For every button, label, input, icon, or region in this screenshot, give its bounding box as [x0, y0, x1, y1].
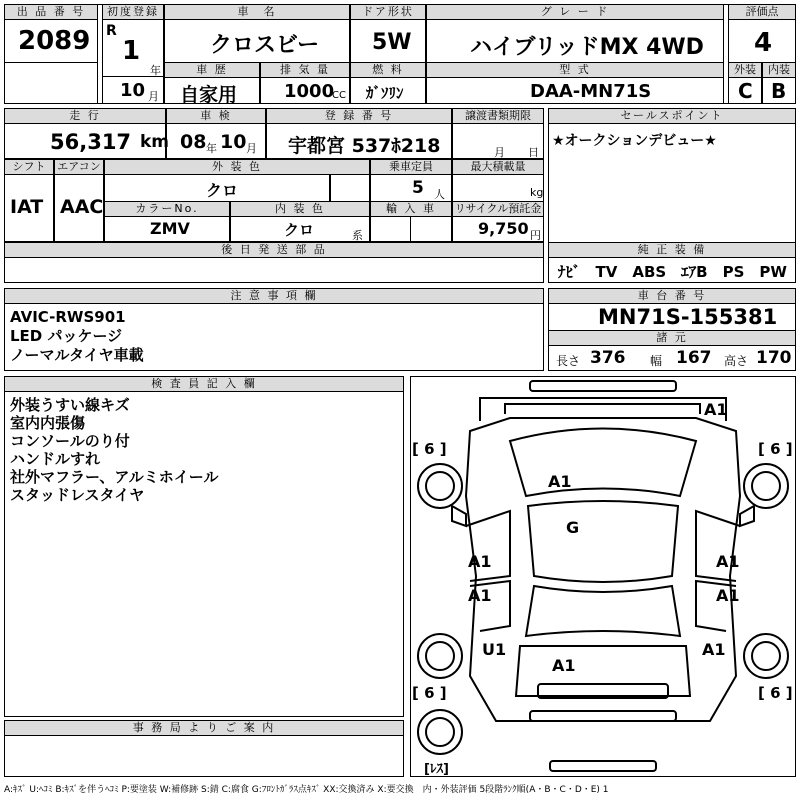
inspection-month-unit: 月: [246, 142, 257, 155]
door-label: ドア形状: [350, 4, 426, 20]
transfer-label: 譲渡書類期限: [452, 108, 544, 124]
grade: ハイブリッドMX 4WD: [470, 35, 704, 60]
reg-year-unit: 年: [150, 64, 161, 77]
tire-rear-right: [744, 634, 788, 678]
reg-year: 1: [122, 36, 141, 66]
tire-rear-left: [418, 634, 462, 678]
inspection-label: 車 検: [166, 108, 266, 124]
import-label: 輸 入 車: [370, 201, 452, 217]
mileage: 56,317: [50, 130, 132, 154]
grade-label: グ レ ー ド: [426, 4, 724, 20]
ext-score: C: [738, 79, 753, 103]
lot-lower-cell: [4, 62, 98, 104]
mark-hood-right: A1: [704, 400, 728, 419]
mark-right-rear-door: A1: [716, 586, 740, 605]
spare-label: [ﾚｽ]: [424, 762, 449, 777]
car-diagram: [410, 376, 796, 777]
lot-number: 2089: [18, 26, 91, 56]
spec-length: 376: [590, 348, 626, 368]
tire-front-left: [418, 464, 462, 508]
displacement-unit: CC: [332, 90, 346, 101]
tire-mark-front-right: [ 6 ]: [758, 440, 793, 458]
inspection-month: 10: [220, 131, 247, 153]
color-label: 外 装 色: [104, 159, 370, 175]
roof: [528, 501, 678, 582]
mark-left-front-door: A1: [468, 552, 492, 571]
bottom-plate: [550, 761, 656, 771]
history-label: 車 歴: [164, 62, 260, 78]
era: R: [106, 23, 117, 39]
mark-roof-glass: G: [566, 518, 580, 537]
color-no: ZMV: [150, 219, 190, 238]
score-label: 評価点: [728, 4, 796, 20]
interior-color-label: 内 装 色: [230, 201, 370, 217]
tire-rear-left-inner: [426, 642, 454, 670]
color-no-label: カラーNo.: [104, 201, 230, 217]
model-label: 型 式: [426, 62, 724, 78]
spec-width-label: 幅: [650, 354, 663, 368]
reg-number-label: 登 録 番 号: [266, 108, 452, 124]
reg-month-unit: 月: [148, 90, 159, 103]
body-outline: [466, 418, 740, 721]
model: DAA-MN71S: [530, 81, 652, 102]
spare-tire: [418, 710, 462, 754]
inspector-line-3: コンソールのり付: [10, 432, 130, 450]
mark-right-front-door: A1: [716, 552, 740, 571]
later-parts-label: 後 日 発 送 部 品: [4, 242, 544, 258]
capacity-label: 乗車定員: [370, 159, 452, 175]
notes-line-1: AVIC-RWS901: [10, 308, 126, 326]
legend: A:ｷｽﾞ U:ﾍｺﾐ B:ｷｽﾞを伴うﾍｺﾐ P:要塗装 W:補修跡 S:錆 C:腐食 G:ﾌﾛﾝﾄｶﾞﾗｽ点ｷｽﾞ XX:交換済み X:要交換 内・外装評価 5段階ﾗﾝｸ順(A・B・C・D・E) 1: [4, 785, 609, 795]
history: 自家用: [180, 84, 238, 106]
mark-tailgate: A1: [552, 656, 576, 675]
spec-height-label: 高さ: [724, 354, 749, 368]
first-reg-label: 初度登録: [102, 4, 164, 20]
color-extra-cell: [330, 174, 370, 202]
int-score: B: [771, 79, 787, 103]
ac-label: エアコン: [54, 159, 104, 175]
notes-line-3: ノーマルタイヤ車載: [10, 346, 144, 364]
shift: IAT: [10, 196, 44, 218]
windshield: [510, 429, 696, 497]
chassis-number: MN71S-155381: [598, 305, 778, 329]
tire-mark-rear-left: [ 6 ]: [412, 684, 447, 702]
tire-front-left-inner: [426, 472, 454, 500]
tire-mark-front-left: [ 6 ]: [412, 440, 447, 458]
load-label: 最大積載量: [452, 159, 544, 175]
right-mirror: [740, 506, 754, 526]
mark-left-rear-fender: U1: [482, 640, 507, 659]
lot-label: 出 品 番 号: [4, 4, 98, 20]
import-divider: [410, 216, 411, 242]
capacity-unit: 人: [434, 188, 445, 201]
office-label: 事 務 局 よ り ご 案 内: [4, 720, 404, 736]
chassis-label: 車 台 番 号: [548, 288, 796, 304]
notes-line-2: LED パッケージ: [10, 327, 123, 345]
spec-height: 170: [756, 348, 792, 368]
shift-label: シフト: [4, 159, 54, 175]
score: 4: [754, 28, 773, 58]
inspector-line-1: 外装うすい線キズ: [10, 396, 130, 414]
car-name: クロスビー: [210, 33, 320, 58]
recycle-label: リサイクル預託金: [452, 201, 544, 217]
later-parts-cell: [4, 257, 544, 283]
import-cell: [370, 216, 452, 242]
spec-width: 167: [676, 348, 712, 368]
color: クロ: [206, 181, 239, 200]
mileage-unit: km: [140, 132, 170, 152]
load-unit: kg: [530, 186, 544, 199]
sales-label: セールスポイント: [548, 108, 796, 124]
mark-right-rear-fender: A1: [702, 640, 726, 659]
mark-left-rear-door: A1: [468, 586, 492, 605]
ac: AAC: [60, 196, 104, 218]
hood-inner: [505, 404, 700, 414]
transfer-day: 日: [528, 146, 539, 159]
fuel: ｶﾞｿﾘﾝ: [366, 84, 404, 102]
tire-rear-right-inner: [752, 642, 780, 670]
inspector-line-5: 社外マフラー、アルミホイール: [10, 468, 219, 486]
displacement: 1000: [284, 81, 335, 102]
sales-point: ★オークションデビュー★: [552, 133, 717, 149]
recycle: 9,750: [478, 219, 529, 238]
mileage-label: 走 行: [4, 108, 166, 124]
equipment-label: 純 正 装 備: [548, 242, 796, 258]
transfer-month: 月: [494, 146, 505, 159]
inspector-line-2: 室内内張傷: [10, 414, 86, 432]
interior-color: クロ: [284, 221, 315, 239]
fuel-label: 燃 料: [350, 62, 426, 78]
spare-tire-inner: [426, 718, 454, 746]
specs-label: 諸 元: [548, 330, 796, 346]
capacity: 5: [412, 178, 424, 198]
front-bumper: [530, 381, 676, 391]
int-label: 内装: [762, 62, 796, 78]
mark-windshield: A1: [548, 472, 572, 491]
tailgate: [516, 646, 690, 696]
displacement-label: 排 気 量: [260, 62, 350, 78]
door: 5W: [372, 30, 412, 55]
inspector-line-6: スタッドレスタイヤ: [10, 486, 145, 504]
spec-length-label: 長さ: [556, 354, 581, 368]
equipment: ﾅﾋﾞ TV ABS ｴｱB PS PW: [558, 263, 787, 281]
reg-month: 10: [120, 80, 146, 101]
inspector-line-4: ハンドルすれ: [10, 450, 101, 468]
tire-front-right-inner: [752, 472, 780, 500]
inspector-label: 検 査 員 記 入 欄: [4, 376, 404, 392]
office-cell: [4, 735, 404, 777]
ext-label: 外装: [728, 62, 762, 78]
notes-label: 注 意 事 項 欄: [4, 288, 544, 304]
rear-lower-bumper: [530, 711, 676, 721]
inspection-year: 08: [180, 131, 207, 153]
reg-number: 宇都宮 537ﾎ218: [288, 135, 441, 157]
tire-mark-rear-right: [ 6 ]: [758, 684, 793, 702]
rear-window: [526, 586, 680, 636]
inspection-year-unit: 年: [206, 142, 217, 155]
car-name-label: 車 名: [164, 4, 350, 20]
left-mirror: [452, 506, 466, 526]
tire-front-right: [744, 464, 788, 508]
recycle-unit: 円: [530, 229, 541, 242]
interior-color-unit: 系: [352, 229, 363, 242]
